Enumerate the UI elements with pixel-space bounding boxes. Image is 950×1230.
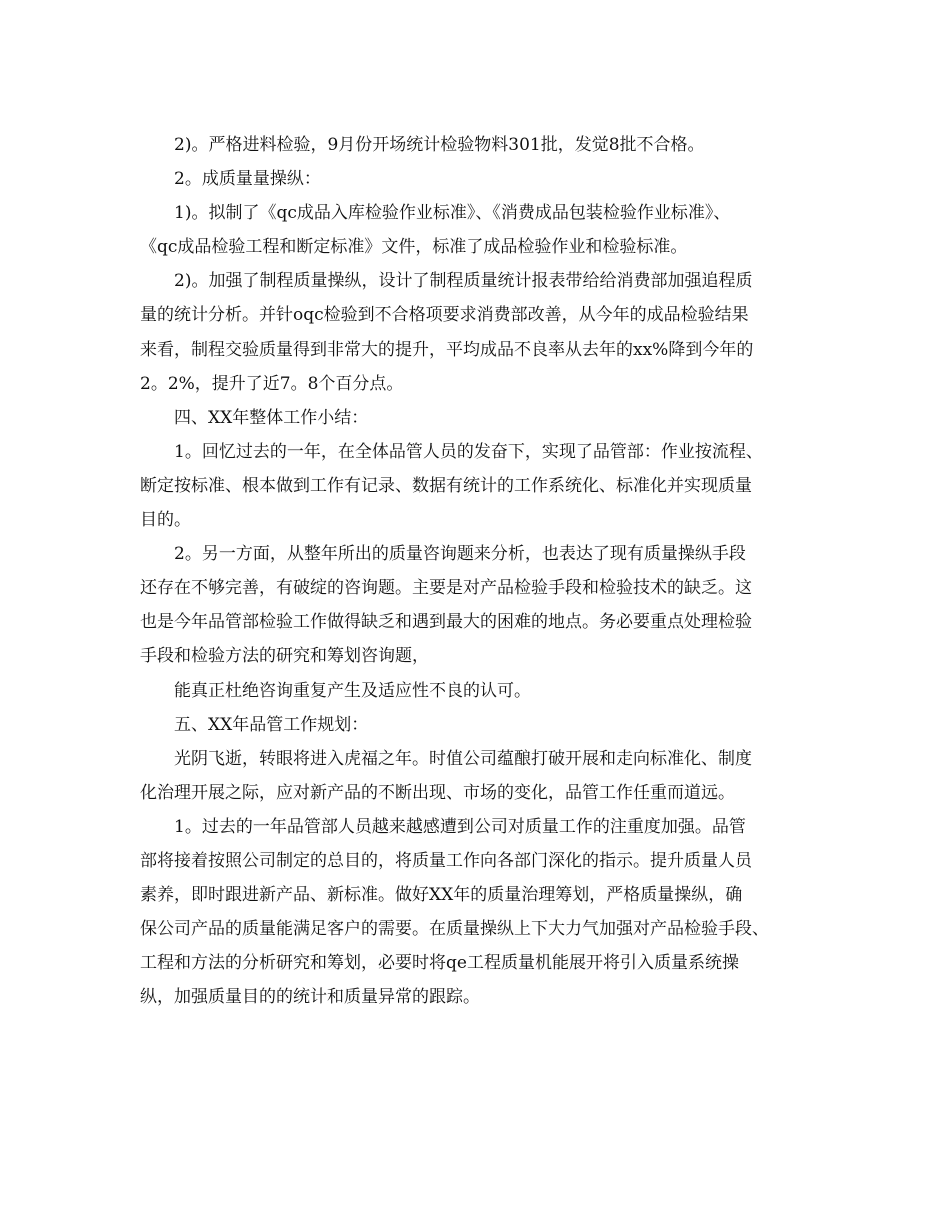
text-line: 还存在不够完善，有破绽的咨询题。主要是对产品检验手段和检验技术的缺乏。这 — [140, 578, 752, 599]
text-line: 光阴飞逝，转眼将进入虎福之年。时值公司蕴酿打破开展和走向标准化、制度 — [174, 748, 752, 769]
text-line: 2。成质量量操纵： — [174, 169, 321, 190]
text-line: 工程和方法的分析研究和筹划，必要时将qe工程质量机能展开将引入质量系统操 — [140, 953, 739, 974]
text-line: 2)。严格进料检验，9月份开场统计检验物料301批，发觉8批不合格。 — [174, 135, 705, 155]
text-line: 四、XX年整体工作小结： — [174, 407, 369, 428]
text-line: 1。过去的一年品管部人员越来越感遭到公司对质量工作的注重度加强。品管 — [174, 816, 746, 837]
text-line: 《qc成品检验工程和断定标准》文件，标准了成品检验作业和检验标准。 — [140, 237, 688, 258]
text-line: 能真正杜绝咨询重复产生及适应性不良的认可。 — [174, 680, 531, 701]
text-line: 量的统计分析。并针oqc检验到不合格项要求消费部改善，从今年的成品检验结果 — [140, 305, 749, 326]
text-line: 来看，制程交验质量得到非常大的提升，平均成品不良率从去年的xx%降到今年的 — [140, 339, 754, 360]
text-line: 目的。 — [140, 510, 191, 531]
text-line: 保公司产品的质量能满足客户的需要。在质量操纵上下大力气加强对产品检验手段、 — [140, 919, 769, 940]
text-line: 素养，即时跟进新产品、新标准。做好XX年的质量治理筹划，严格质量操纵，确 — [140, 885, 743, 906]
text-line: 也是今年品管部检验工作做得缺乏和遇到最大的困难的地点。务必要重点处理检验 — [140, 612, 752, 633]
text-line: 2)。加强了制程质量操纵，设计了制程质量统计报表带给给消费部加强追程质 — [174, 271, 753, 292]
text-line: 五、XX年品管工作规划： — [174, 714, 369, 735]
text-line: 手段和检验方法的研究和筹划咨询题， — [140, 646, 429, 667]
text-line: 化治理开展之际，应对新产品的不断出现、市场的变化，品管工作任重而道远。 — [140, 782, 735, 803]
text-line: 1)。拟制了《qc成品入库检验作业标准》、《消费成品包装检验作业标准》、 — [174, 203, 731, 224]
document-body — [140, 128, 820, 1014]
text-line: 2。2%，提升了近7。8个百分点。 — [140, 373, 404, 394]
text-line: 纵，加强质量目的的统计和质量异常的跟踪。 — [140, 987, 480, 1008]
text-line: 2。另一方面，从整年所出的质量咨询题来分析，也表达了现有质量操纵手段 — [174, 544, 746, 565]
text-line: 部将接着按照公司制定的总目的，将质量工作向各部门深化的指示。提升质量人员 — [140, 850, 752, 871]
text-line: 1。回忆过去的一年，在全体品管人员的发奋下，实现了品管部：作业按流程、 — [174, 441, 763, 462]
text-line: 断定按标准、根本做到工作有记录、数据有统计的工作系统化、标准化并实现质量 — [140, 475, 752, 496]
